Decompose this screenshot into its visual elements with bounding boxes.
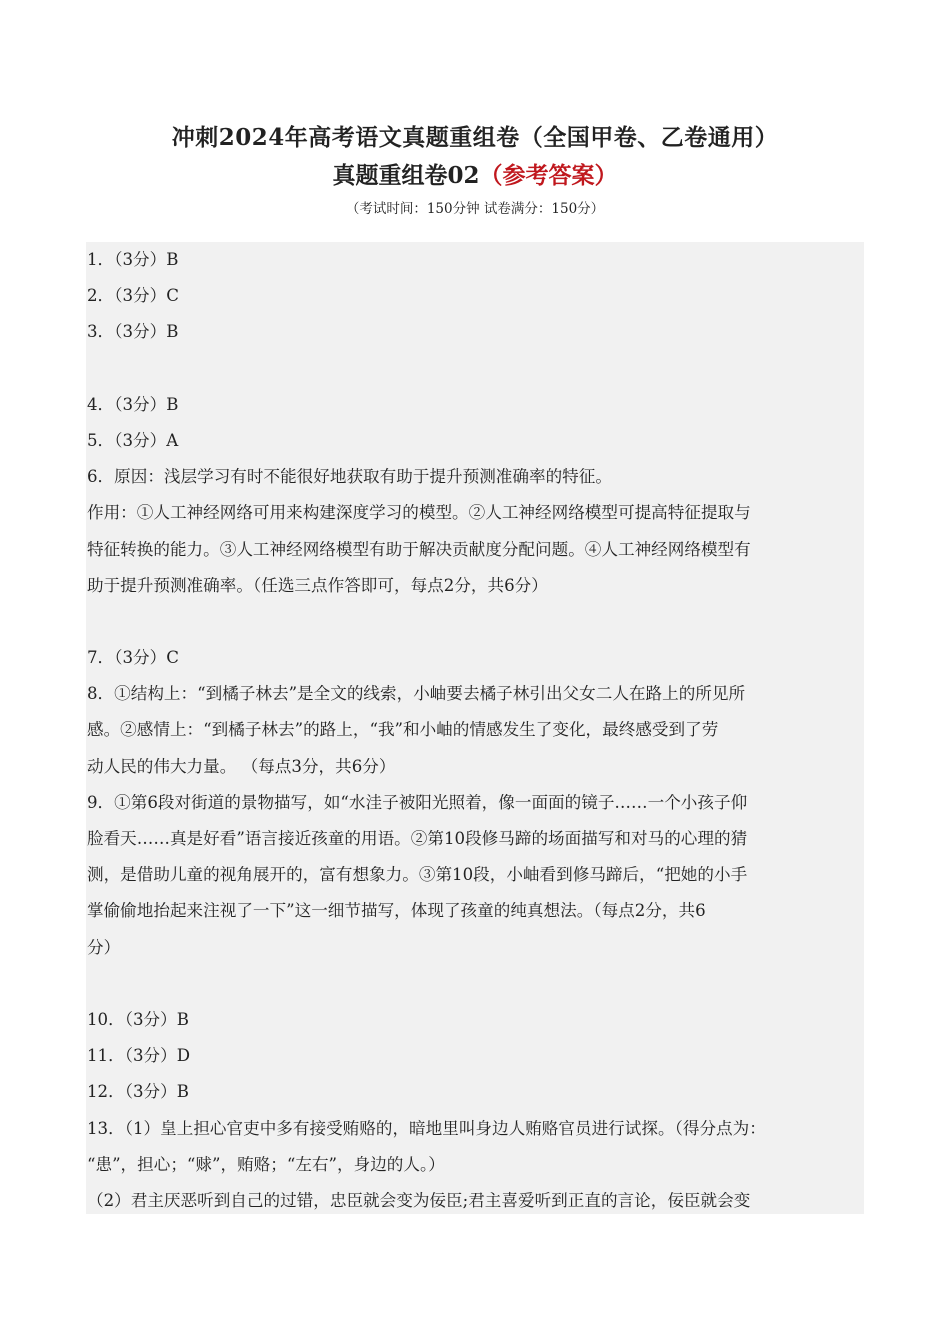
blank-line [86, 351, 864, 387]
answer-line: 分） [87, 937, 121, 957]
answer-line: 8．①结构上：“到橘子林去”是全文的线索，小岫要去橘子林引出父女二人在路上的所见所 [87, 684, 746, 704]
answer-line: 10．（3分）B [87, 1009, 189, 1029]
answer-line: 感。②感情上：“到橘子林去”的路上，“我”和小岫的情感发生了变化，最终感受到了劳 [87, 720, 719, 740]
answer-line: 11．（3分）D [87, 1046, 191, 1066]
answer-line: 6．原因：浅层学习有时不能很好地获取有助于提升预测准确率的特征。 [87, 467, 612, 487]
answer-line: （2）君主厌恶听到自己的过错，忠臣就会变为佞臣;君主喜爱听到正直的言论，佞臣就会变 [87, 1190, 751, 1210]
answer-line: 脸看天……真是好看”语言接近孩童的用语。②第10段修马蹄的场面描写和对马的心理的猜 [87, 829, 748, 848]
exam-info: （考试时间：150分钟 试卷满分：150分） [345, 201, 605, 217]
answer-line: 12．（3分）B [87, 1082, 189, 1102]
page-subtitle-line [0, 158, 950, 194]
answer-line: 特征转换的能力。③人工神经网络模型有助于解决贡献度分配问题。④人工神经网络模型有 [87, 539, 751, 559]
answer-line: 1．（3分）B [87, 250, 179, 269]
answer-line: 助于提升预测准确率。（任选三点作答即可，每点2分，共6分） [87, 575, 548, 595]
answer-line: 2．（3分）C [87, 286, 179, 306]
answer-line: 掌偷偷地抬起来注视了一下”这一细节描写，体现了孩童的纯真想法。（每点2分，共6 [87, 901, 706, 921]
answer-line: 5．（3分）A [87, 430, 179, 450]
page-title: 冲刺2024年高考语文真题重组卷（全国甲卷、乙卷通用） [171, 124, 779, 151]
answer-line: 13．（1）皇上担心官吏中多有接受贿赂的，暗地里叫身边人贿赂官员进行试探。（得分点为： [87, 1118, 766, 1138]
answer-line: 7．（3分）C [87, 648, 179, 668]
answer-line: 4．（3分）B [87, 394, 179, 414]
answer-line: 作用：①人工神经网络可用来构建深度学习的模型。②人工神经网络模型可提高特征提取与 [87, 503, 751, 523]
blank-line [86, 604, 864, 640]
blank-line [86, 966, 864, 1002]
answer-line: 3．（3分）B [87, 322, 179, 342]
answer-key-tag: （参考答案） [479, 162, 618, 189]
answer-line: 9．①第6段对街道的景物描写，如“水洼子被阳光照着，像一面面的镜子……一个小孩子仰 [87, 792, 748, 812]
answer-line: “患”，担心；“赇”，贿赂；“左右”，身边的人。） [87, 1154, 445, 1174]
page-header [0, 120, 950, 220]
answer-line: 动人民的伟大力量。 （每点3分，共6分） [87, 756, 396, 776]
paper-name: 真题重组卷02 [332, 162, 480, 189]
answer-section [86, 242, 864, 1214]
answer-line: 测，是借助儿童的视角展开的，富有想象力。③第10段，小岫看到修马蹄后，“把她的小手 [87, 865, 748, 885]
